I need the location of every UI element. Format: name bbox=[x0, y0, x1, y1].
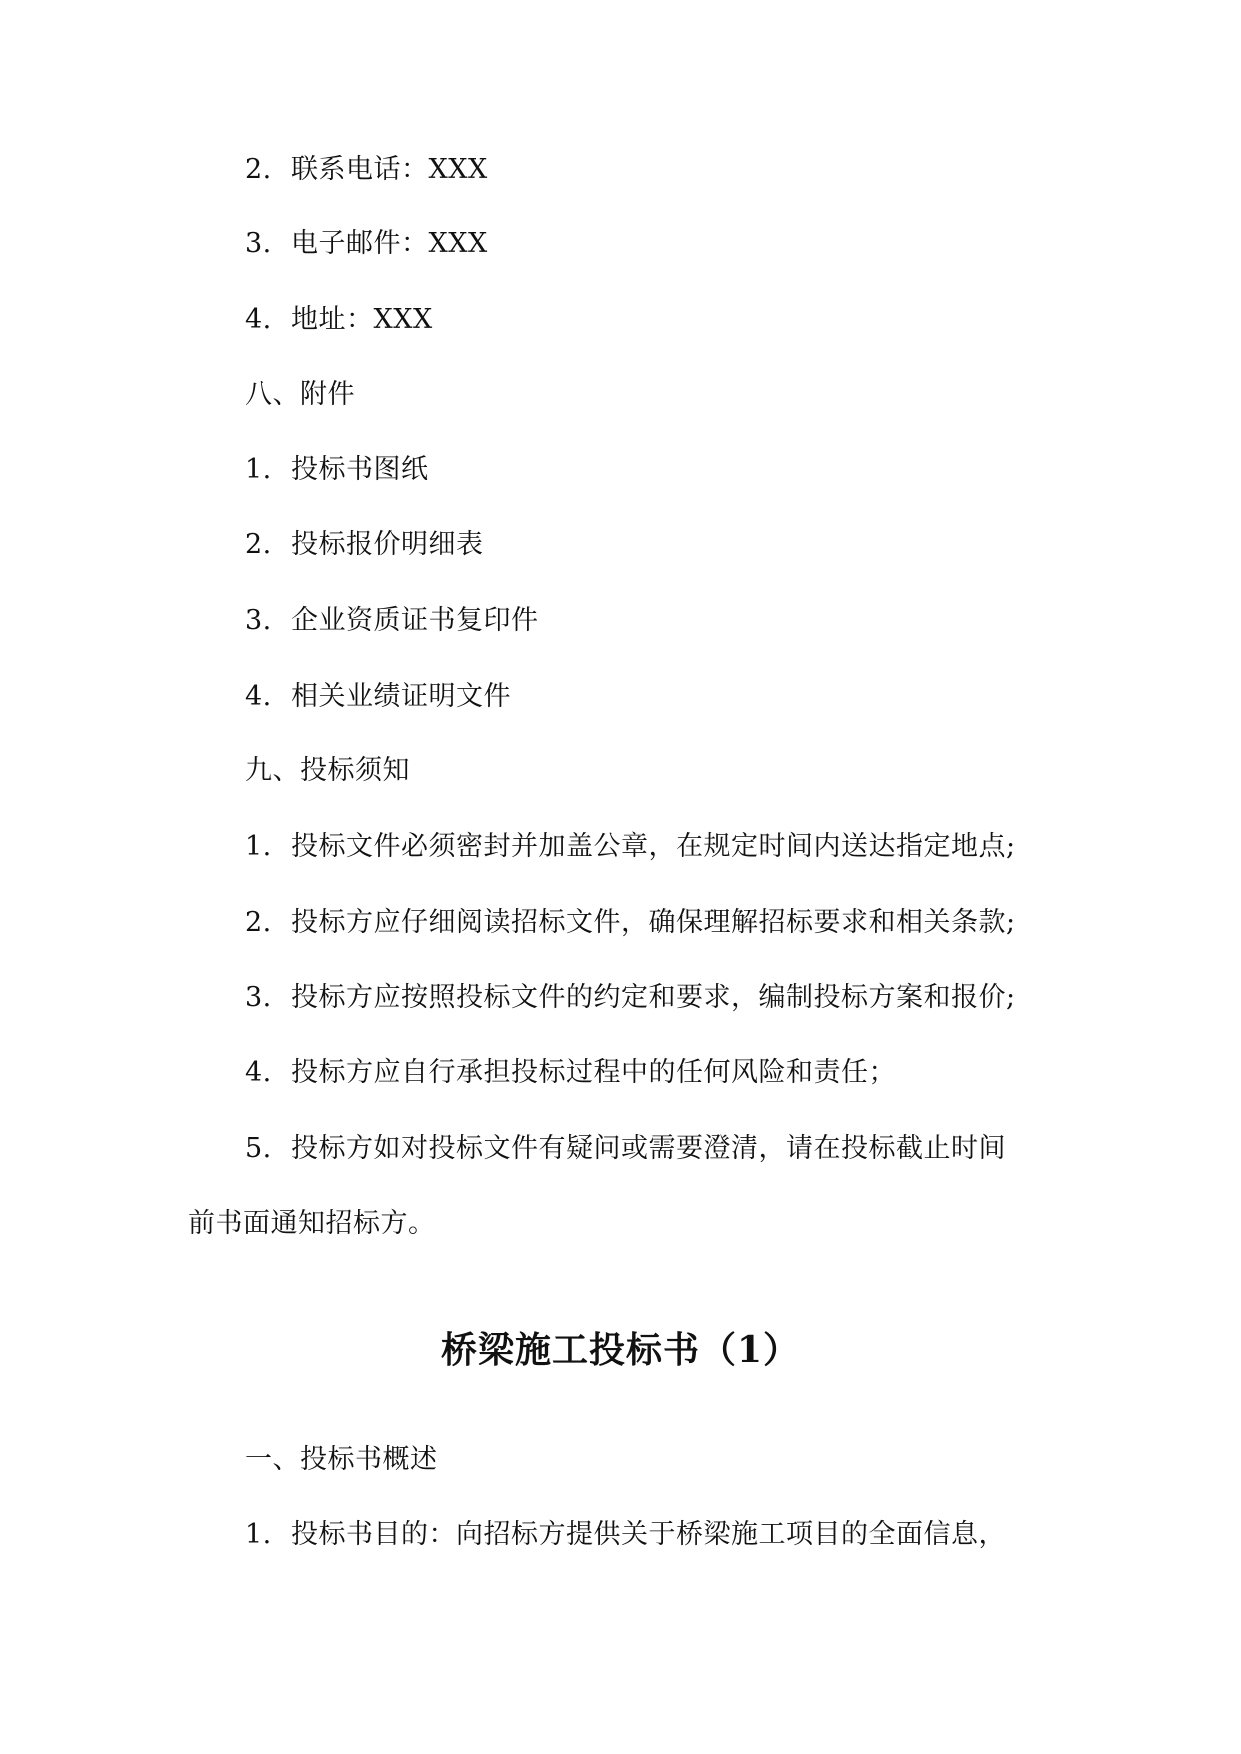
paragraph-continuation: 前书面通知招标方。 bbox=[188, 1208, 436, 1239]
list-text: 相关业绩证明文件 bbox=[291, 681, 511, 712]
list-item bbox=[245, 528, 484, 562]
list-number: 5. bbox=[245, 1133, 272, 1164]
list-number: 3. bbox=[245, 982, 272, 1013]
list-number: 4. bbox=[245, 304, 272, 335]
list-text: 企业资质证书复印件 bbox=[291, 605, 539, 636]
list-item bbox=[245, 981, 1016, 1015]
section-heading-bidding-notice: 九、投标须知 bbox=[245, 755, 410, 786]
list-text: 联系电话：XXX bbox=[291, 154, 488, 185]
section-heading-attachments: 八、附件 bbox=[245, 379, 355, 410]
list-text: 投标方应自行承担投标过程中的任何风险和责任； bbox=[291, 1057, 896, 1088]
list-number: 1. bbox=[245, 831, 272, 862]
list-item bbox=[245, 453, 429, 487]
list-text: 地址：XXX bbox=[291, 304, 433, 335]
contact-item-address bbox=[245, 303, 433, 337]
list-text: 投标报价明细表 bbox=[291, 529, 484, 560]
list-item bbox=[245, 1056, 896, 1090]
document-title: 桥梁施工投标书（1） bbox=[440, 1329, 801, 1371]
list-number: 3. bbox=[245, 228, 272, 259]
list-item bbox=[245, 1132, 1006, 1166]
list-item bbox=[245, 830, 1016, 864]
list-text: 电子邮件：XXX bbox=[291, 228, 488, 259]
list-number: 2. bbox=[245, 907, 272, 938]
contact-item-phone bbox=[245, 153, 488, 187]
contact-item-email bbox=[245, 227, 488, 261]
list-text: 投标方应按照投标文件的约定和要求，编制投标方案和报价; bbox=[291, 982, 1016, 1013]
list-text: 投标书图纸 bbox=[291, 454, 429, 485]
list-text: 投标书目的：向招标方提供关于桥梁施工项目的全面信息， bbox=[291, 1519, 1006, 1550]
list-number: 4. bbox=[245, 681, 272, 712]
list-item bbox=[245, 680, 511, 714]
list-number: 2. bbox=[245, 154, 272, 185]
list-number: 1. bbox=[245, 454, 272, 485]
list-number: 3. bbox=[245, 605, 272, 636]
list-text: 投标文件必须密封并加盖公章，在规定时间内送达指定地点; bbox=[291, 831, 1016, 862]
list-text: 投标方如对投标文件有疑问或需要澄清，请在投标截止时间 bbox=[291, 1133, 1006, 1164]
list-number: 1. bbox=[245, 1519, 272, 1550]
list-text: 投标方应仔细阅读招标文件，确保理解招标要求和相关条款; bbox=[291, 907, 1016, 938]
section-heading-overview: 一、投标书概述 bbox=[245, 1444, 438, 1475]
list-item bbox=[245, 604, 539, 638]
list-item bbox=[245, 906, 1016, 940]
list-number: 4. bbox=[245, 1057, 272, 1088]
list-item bbox=[245, 1518, 1006, 1552]
list-number: 2. bbox=[245, 529, 272, 560]
